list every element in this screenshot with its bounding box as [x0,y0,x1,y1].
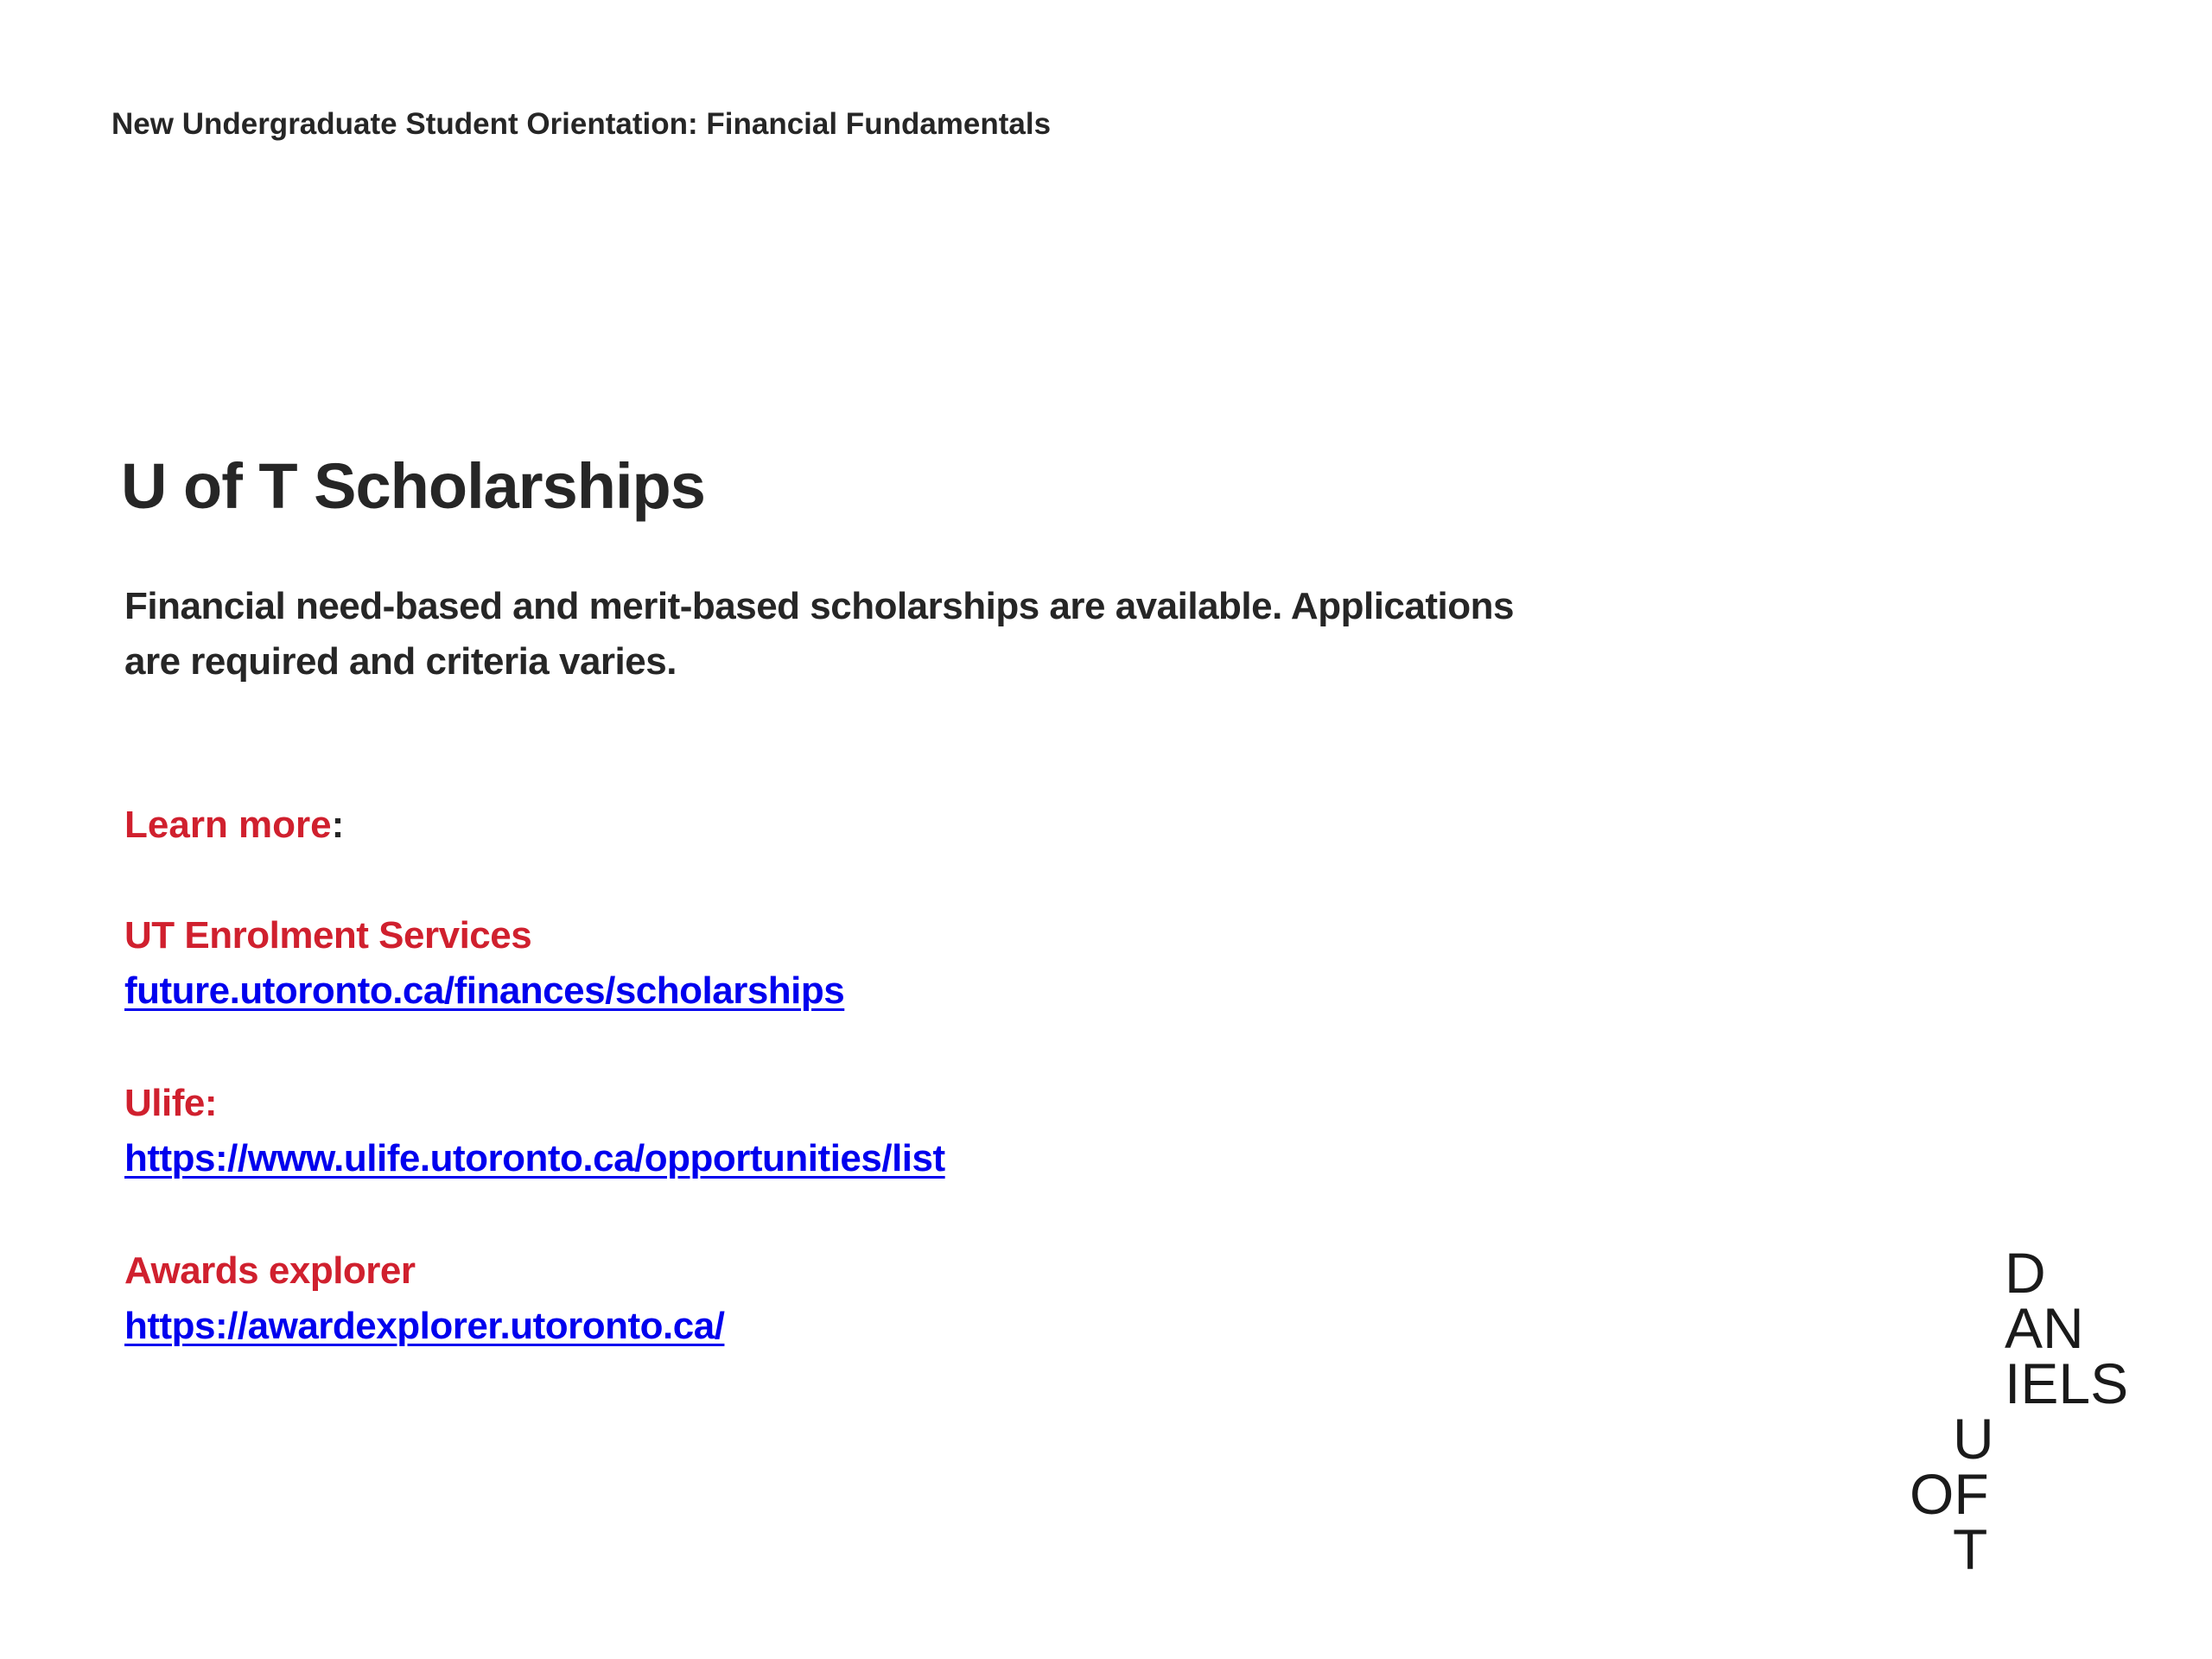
link-enrolment-services[interactable]: future.utoronto.ca/finances/scholarships [124,969,845,1012]
logo-line-d: D [2005,1241,2046,1305]
link-awards-explorer[interactable]: https://awardexplorer.utoronto.ca/ [124,1305,725,1347]
slide-header: New Undergraduate Student Orientation: Financial Fundamentals [111,107,1052,141]
logo-line-of: OF [1910,1462,1989,1526]
resource-label-enrolment-services: UT Enrolment Services [124,914,532,957]
resource-label-ulife: Ulife: [124,1082,217,1124]
learn-more-heading [124,804,344,847]
resource-label-awards-explorer: Awards explorer [124,1249,416,1292]
link-ulife[interactable]: https://www.ulife.utoronto.ca/opportunities/list [124,1137,945,1179]
learn-more-label: Learn more [124,804,332,846]
page-title: U of T Scholarships [121,450,705,522]
logo-line-t: T [1953,1517,1988,1581]
learn-more-colon: : [331,804,345,846]
daniels-uoft-logo [1892,1227,2152,1581]
logo-line-an: AN [2005,1296,2084,1360]
logo-line-u: U [1953,1407,1994,1471]
logo-line-iels: IELS [2005,1351,2129,1415]
description-text: Financial need-based and merit-based scholarships are available. Applications are required and criteria varies. [124,585,1514,683]
